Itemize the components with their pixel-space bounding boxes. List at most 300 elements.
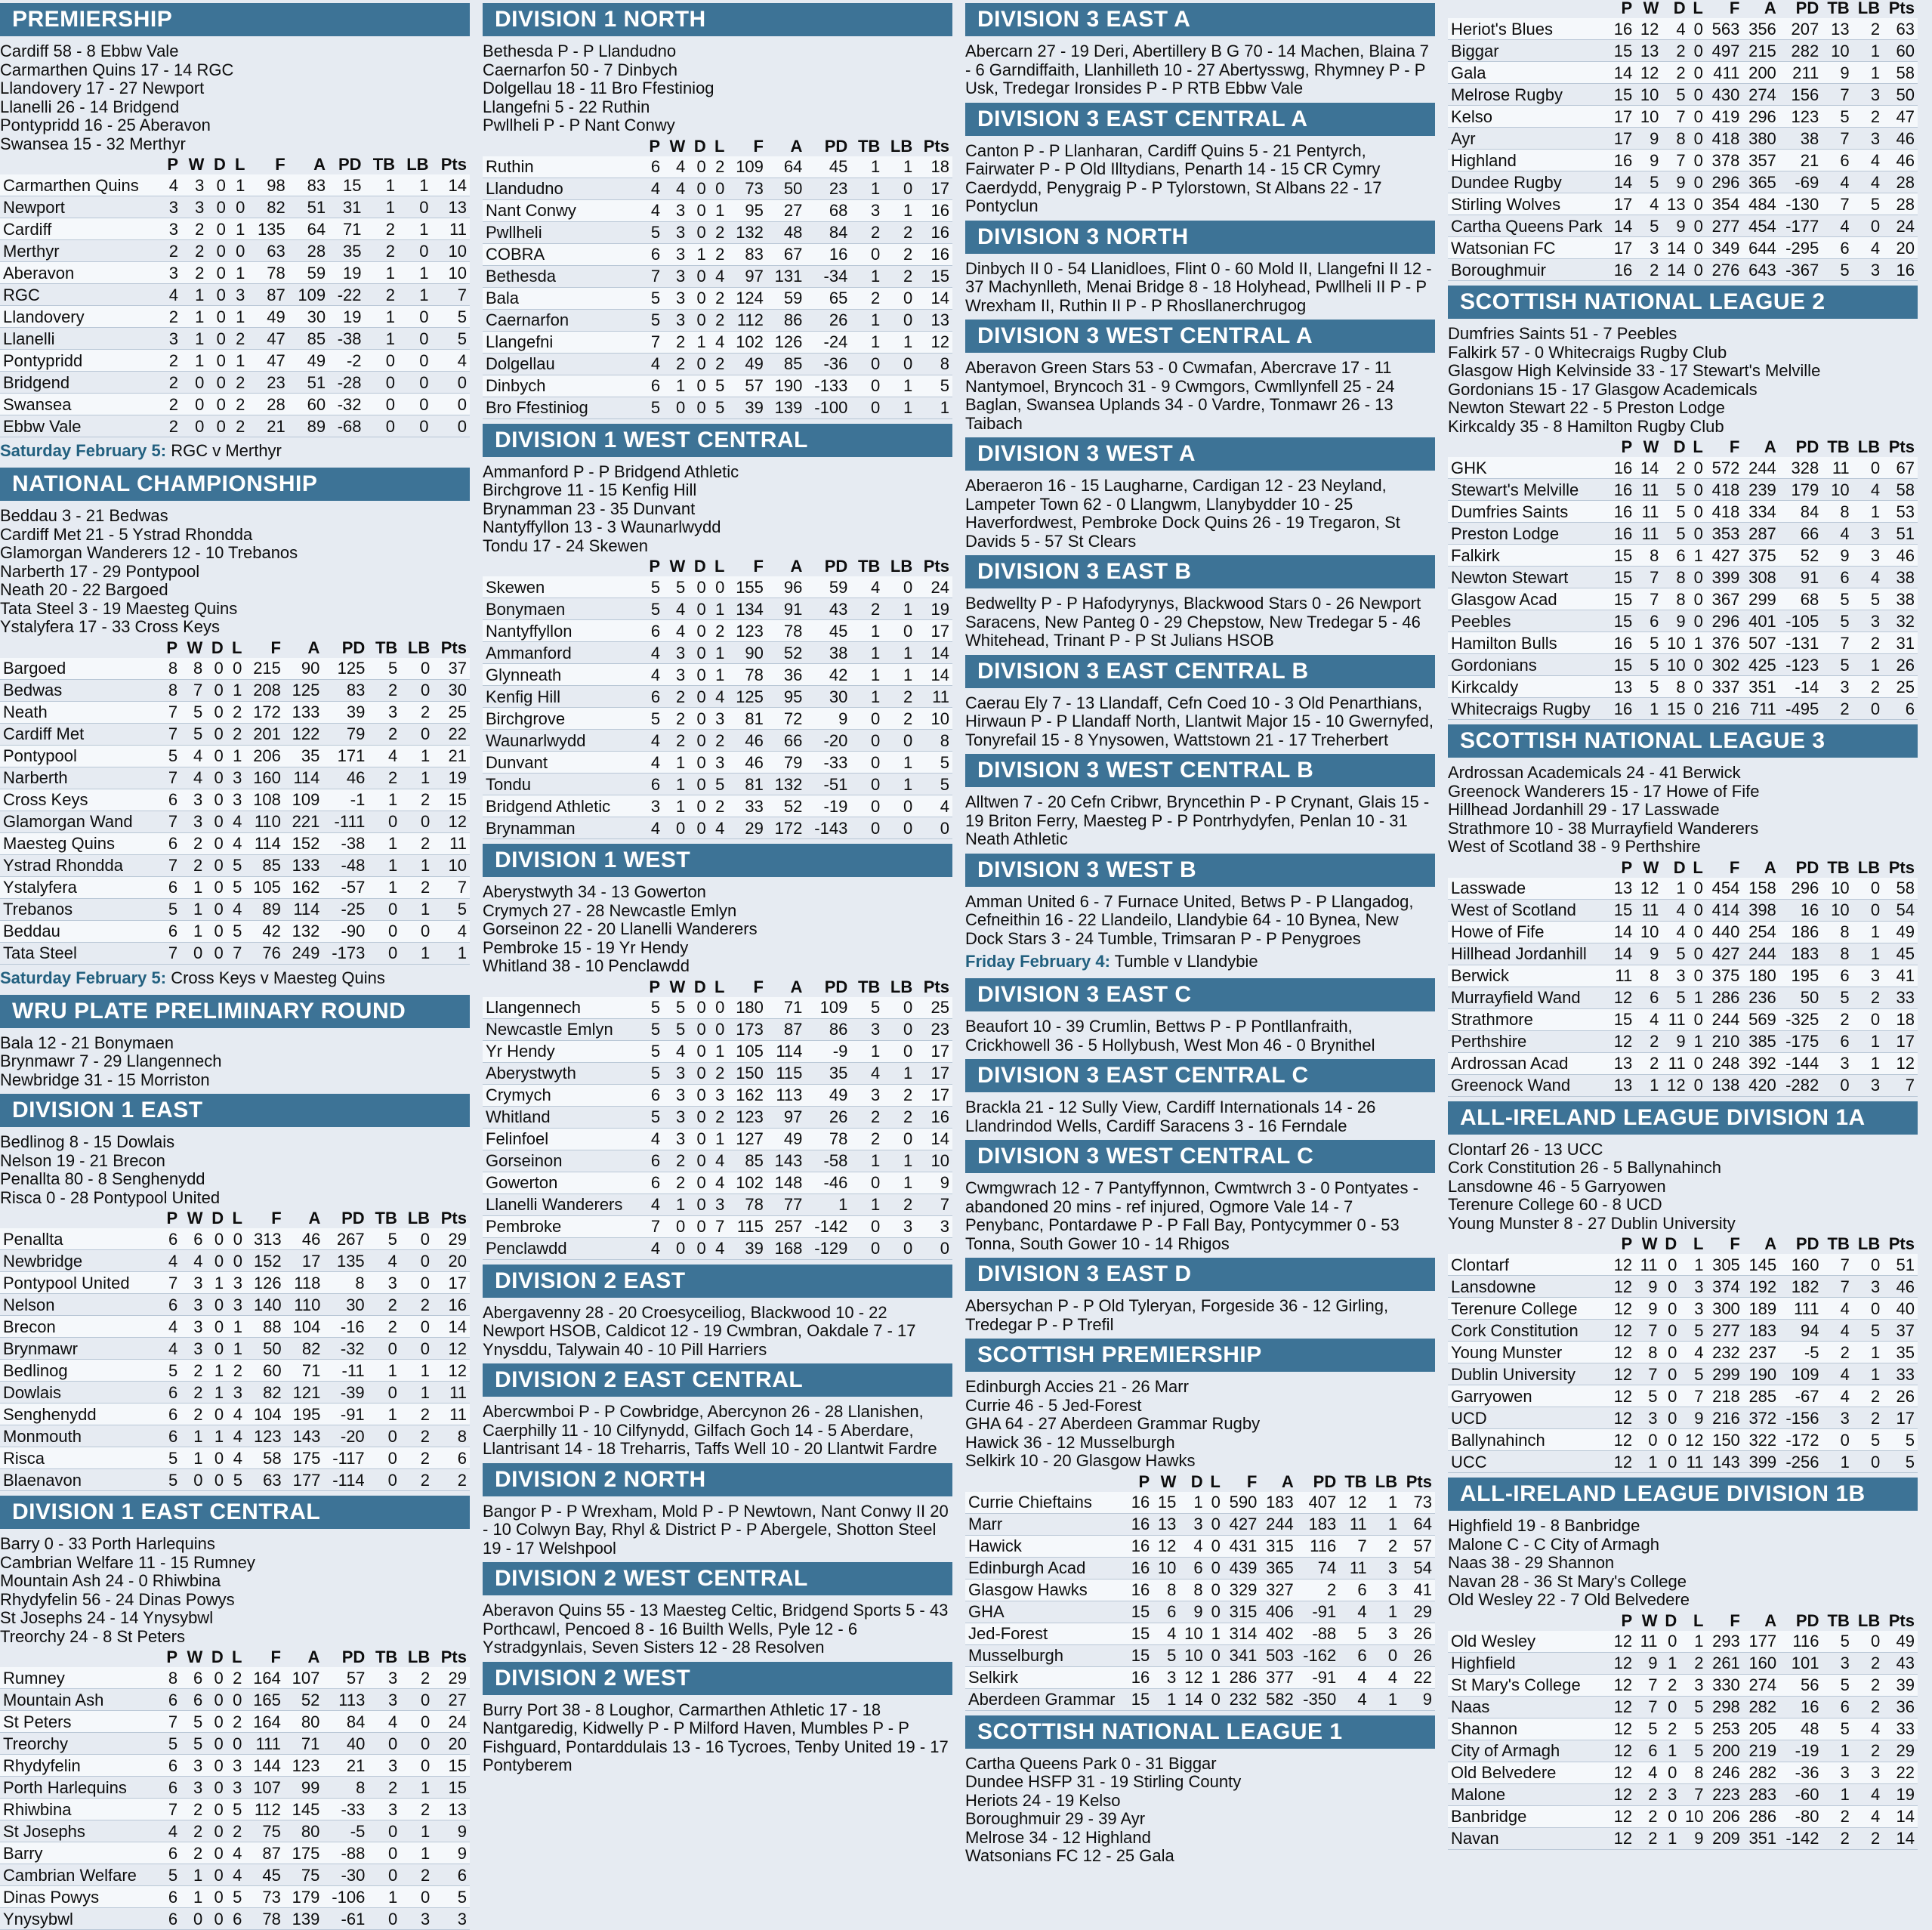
- table-row: [483, 221, 952, 243]
- team-name: Neath: [0, 701, 161, 723]
- stat-cell: 27: [433, 1689, 470, 1711]
- stat-cell: 2: [181, 240, 207, 262]
- table-row: [1448, 1254, 1918, 1276]
- stat-cell: 3: [1853, 259, 1883, 281]
- table-row: [1448, 237, 1918, 259]
- stat-cell: 14: [432, 174, 470, 196]
- stat-cell: 0: [883, 997, 915, 1019]
- stat-cell: 15: [915, 265, 952, 287]
- stat-cell: 5: [181, 723, 205, 745]
- col-header-f: F: [1730, 1610, 1740, 1630]
- stat-cell: 5: [1822, 654, 1852, 676]
- table-row: [1448, 171, 1918, 193]
- stat-cell: 1: [400, 898, 433, 920]
- stat-cell: 4: [227, 1403, 245, 1425]
- stat-cell: 3: [161, 196, 181, 218]
- stat-cell: 7: [709, 1215, 728, 1237]
- col-header-f: F: [271, 1209, 282, 1227]
- stat-cell: 145: [1743, 1254, 1779, 1276]
- stat-cell: 45: [245, 1864, 283, 1886]
- team-name: UCC: [1448, 1451, 1609, 1473]
- stat-cell: 16: [1779, 899, 1822, 921]
- stat-cell: 1: [400, 1360, 433, 1382]
- stat-cell: 14: [915, 287, 952, 309]
- league-section: [483, 424, 952, 840]
- stat-cell: 0: [850, 817, 883, 839]
- stat-cell: 1: [883, 664, 915, 686]
- stat-cell: 155: [727, 576, 766, 598]
- team-name: Beddau: [0, 920, 161, 942]
- team-name: Aberystwyth: [483, 1062, 643, 1084]
- stat-cell: 79: [767, 752, 805, 774]
- stat-cell: 8: [915, 353, 952, 375]
- stat-cell: 7: [1822, 84, 1852, 106]
- stat-cell: 183: [1743, 1320, 1779, 1342]
- stat-cell: 2: [1853, 632, 1883, 654]
- stat-cell: 22: [433, 723, 470, 745]
- stat-cell: 17: [1883, 1407, 1918, 1429]
- stat-cell: 2: [883, 243, 915, 265]
- stat-cell: 5: [1680, 1718, 1706, 1740]
- stat-cell: 1: [850, 265, 883, 287]
- col-header-w: W: [187, 1209, 203, 1227]
- result-line: Burry Port 38 - 8 Loughor, Carmarthen Athletic 17 - 18 Nantgaredig, Kidwelly P - P Milford Haven, Mumbles P - P Fishguard, Pontarddulais 13 - 16 Tycroes, Tenby United 19 - 17 Pontyberem: [483, 1700, 949, 1774]
- col-header-pd: PD: [1795, 857, 1819, 877]
- stat-cell: 35: [284, 745, 323, 767]
- stat-cell: 90: [727, 642, 766, 664]
- col-header-d: D: [213, 155, 226, 174]
- stat-cell: 19: [915, 598, 952, 620]
- team-header: [0, 638, 161, 658]
- stat-cell: 0: [688, 265, 709, 287]
- stat-cell: 64: [1400, 1513, 1435, 1535]
- table-row: [1448, 1451, 1918, 1473]
- stat-cell: 12: [1339, 1492, 1369, 1514]
- stat-cell: 6: [643, 243, 663, 265]
- stat-cell: 5: [1883, 1451, 1918, 1473]
- stat-cell: 4: [161, 1316, 181, 1338]
- stat-cell: 52: [1779, 545, 1822, 567]
- stat-cell: 6: [161, 1777, 181, 1799]
- stat-cell: 5: [181, 1711, 205, 1733]
- stat-cell: -495: [1779, 698, 1822, 720]
- league-title: DIVISION 3 WEST CENTRAL A: [965, 320, 1435, 353]
- stat-cell: 6: [161, 1689, 181, 1711]
- stat-cell: 45: [805, 620, 850, 642]
- table-header: [1448, 1611, 1918, 1631]
- stat-cell: 164: [245, 1711, 283, 1733]
- stat-cell: 14: [915, 1128, 952, 1150]
- stat-cell: 0: [883, 1237, 915, 1259]
- results-list: [965, 1179, 1435, 1253]
- stat-cell: 3: [643, 795, 663, 817]
- result-line: Navan 28 - 36 St Mary's College: [1448, 1571, 1687, 1591]
- stat-cell: 1: [365, 262, 399, 284]
- col-header-pts: Pts: [923, 136, 949, 156]
- stat-cell: 3: [1853, 1276, 1883, 1298]
- stat-cell: 12: [433, 811, 470, 832]
- col-header-lb: LB: [1857, 0, 1881, 17]
- stat-cell: 427: [1706, 545, 1742, 567]
- stat-cell: 41: [1883, 965, 1918, 987]
- stat-cell: 1: [181, 350, 207, 372]
- col-header-pd: PD: [1795, 0, 1819, 17]
- stat-cell: 12: [1609, 1827, 1635, 1849]
- stat-cell: 51: [1883, 1254, 1918, 1276]
- results-list: [965, 1755, 1435, 1866]
- stat-cell: 1: [1370, 1688, 1400, 1710]
- stat-cell: 39: [323, 701, 368, 723]
- stat-cell: 143: [285, 1425, 324, 1447]
- stat-cell: -38: [329, 328, 364, 350]
- col-header-w: W: [669, 557, 686, 576]
- stat-cell: 282: [1743, 1762, 1779, 1783]
- stat-cell: 8: [161, 658, 181, 680]
- col-header-tb: TB: [1827, 1610, 1850, 1630]
- stat-cell: 4: [663, 598, 688, 620]
- stat-cell: 5: [227, 854, 245, 876]
- stat-cell: -133: [805, 375, 850, 397]
- stat-cell: 484: [1742, 193, 1779, 215]
- stat-cell: 16: [1126, 1535, 1153, 1557]
- col-header-w: W: [669, 136, 686, 156]
- table-header: [1448, 1234, 1918, 1254]
- stat-cell: 9: [1635, 943, 1662, 965]
- stat-cell: 244: [1742, 943, 1779, 965]
- col-header-f: F: [1730, 1234, 1740, 1253]
- stat-cell: 5: [1635, 676, 1662, 698]
- stat-cell: -19: [1779, 1740, 1822, 1762]
- table-row: [483, 265, 952, 287]
- team-name: Bridgend Athletic: [483, 795, 643, 817]
- result-line: Canton P - P Llanharan, Cardiff Quins 5 - 21 Pentyrch, Fairwater P - P Old Illtydians, Penarth 14 - 15 CR Cymry Caerdydd, Penygraig P - P Tylorstown, St Albans 22 - 17 Pontyclun: [965, 141, 1382, 215]
- col-header-pts: Pts: [440, 1209, 467, 1227]
- results-list: [483, 1601, 952, 1657]
- stat-cell: 64: [289, 218, 329, 240]
- stat-cell: 5: [227, 1799, 245, 1820]
- stat-cell: 0: [688, 1172, 709, 1194]
- stat-cell: 261: [1706, 1652, 1742, 1674]
- stat-cell: 168: [767, 1237, 805, 1259]
- team-name: Llandudno: [483, 178, 643, 199]
- stat-cell: 0: [206, 1447, 227, 1469]
- team-name: Lasswade: [1448, 878, 1609, 900]
- stat-cell: 81: [727, 774, 766, 795]
- stat-cell: 0: [207, 415, 228, 437]
- stat-cell: 12: [1609, 1320, 1635, 1342]
- stat-cell: 2: [1853, 1652, 1883, 1674]
- table-row: [0, 1338, 470, 1360]
- stat-cell: 2: [709, 795, 728, 817]
- table-row: [1448, 84, 1918, 106]
- result-line: Hillhead Jordanhill 29 - 17 Lasswade: [1448, 800, 1720, 819]
- stat-cell: 497: [1706, 40, 1742, 62]
- stat-cell: 38: [1779, 128, 1822, 150]
- stat-cell: 1: [1853, 62, 1883, 84]
- stat-cell: 179: [284, 1886, 323, 1908]
- stat-cell: 5: [368, 1228, 400, 1250]
- stat-cell: 125: [284, 679, 323, 701]
- table-row: [965, 1535, 1435, 1557]
- stat-cell: 401: [1742, 610, 1779, 632]
- stat-cell: 26: [1883, 1385, 1918, 1407]
- table-row: [1448, 1320, 1918, 1342]
- result-line: Kirkcaldy 35 - 8 Hamilton Rugby Club: [1448, 416, 1724, 436]
- stat-cell: 13: [1822, 18, 1852, 40]
- stat-cell: 126: [767, 331, 805, 353]
- stat-cell: 11: [433, 1403, 470, 1425]
- table-row: [1448, 106, 1918, 128]
- result-line: Malone C - C City of Armagh: [1448, 1534, 1659, 1554]
- stat-cell: 114: [245, 832, 283, 854]
- stat-cell: 11: [432, 218, 470, 240]
- stat-cell: 8: [1662, 128, 1688, 150]
- stat-cell: 296: [1742, 106, 1779, 128]
- stat-cell: 59: [805, 576, 850, 598]
- stat-cell: 232: [1706, 1342, 1742, 1363]
- team-name: Bedwas: [0, 679, 161, 701]
- stat-cell: 12: [1609, 1363, 1635, 1385]
- stat-cell: -172: [1779, 1429, 1822, 1451]
- stat-cell: 2: [227, 1667, 245, 1689]
- stat-cell: 134: [727, 598, 766, 620]
- stat-cell: 1: [850, 620, 883, 642]
- stat-cell: 16: [1609, 501, 1635, 523]
- stat-cell: 7: [161, 767, 181, 789]
- stat-cell: 398: [1742, 899, 1779, 921]
- stat-cell: 4: [432, 350, 470, 372]
- stat-cell: 47: [248, 328, 288, 350]
- stat-cell: 4: [368, 1711, 400, 1733]
- stat-cell: 15: [1609, 588, 1635, 610]
- stat-cell: 6: [1339, 1579, 1369, 1601]
- stat-cell: 5: [1680, 1320, 1706, 1342]
- team-name: Howe of Fife: [1448, 921, 1609, 943]
- stat-cell: 35: [805, 1062, 850, 1084]
- stat-cell: 4: [643, 642, 663, 664]
- header-row: [483, 137, 952, 156]
- stat-cell: 5: [181, 701, 205, 723]
- stat-cell: 3: [915, 1215, 952, 1237]
- team-name: Dunvant: [483, 752, 643, 774]
- table-header: [0, 1647, 470, 1667]
- stat-cell: 0: [688, 156, 709, 178]
- stat-cell: 116: [1297, 1535, 1339, 1557]
- stat-cell: 4: [850, 576, 883, 598]
- stat-cell: 15: [1662, 698, 1688, 720]
- table-row: [1448, 18, 1918, 40]
- stat-cell: 9: [433, 1842, 470, 1864]
- league-section: [0, 995, 470, 1090]
- stat-cell: 5: [432, 328, 470, 350]
- stat-cell: 1: [1660, 1740, 1680, 1762]
- stat-cell: 2: [227, 1360, 245, 1382]
- col-header-pts: Pts: [1888, 1610, 1915, 1630]
- table-row: [1448, 501, 1918, 523]
- stat-cell: 4: [1179, 1535, 1205, 1557]
- table-row: [1448, 40, 1918, 62]
- team-name: Falkirk: [1448, 545, 1609, 567]
- team-name: Senghenydd: [0, 1403, 161, 1425]
- stat-cell: 6: [1339, 1644, 1369, 1666]
- stat-cell: 7: [1822, 1276, 1852, 1298]
- stat-cell: 1: [368, 1360, 400, 1382]
- stat-cell: 0: [400, 1228, 433, 1250]
- team-name: Selkirk: [965, 1666, 1126, 1688]
- stat-cell: 180: [1742, 965, 1779, 987]
- stat-cell: 2: [1635, 1827, 1660, 1849]
- stat-cell: 63: [248, 240, 288, 262]
- team-name: Cambrian Welfare: [0, 1864, 161, 1886]
- stat-cell: 2: [400, 1425, 433, 1447]
- stat-cell: 0: [850, 243, 883, 265]
- stat-cell: 15: [1609, 1008, 1635, 1030]
- stat-cell: 33: [727, 795, 766, 817]
- team-name: Clontarf: [1448, 1254, 1609, 1276]
- stat-cell: 1: [850, 664, 883, 686]
- col-header-a: A: [1281, 1471, 1294, 1491]
- stat-cell: -28: [329, 372, 364, 394]
- team-name: Glynneath: [483, 664, 643, 686]
- stat-cell: 0: [205, 920, 227, 942]
- stat-cell: 253: [1706, 1718, 1742, 1740]
- stat-cell: 5: [643, 576, 663, 598]
- stat-cell: 133: [284, 701, 323, 723]
- table-header: [483, 557, 952, 576]
- stat-cell: 0: [398, 372, 432, 394]
- team-name: Tata Steel: [0, 942, 161, 964]
- stat-cell: 12: [1609, 1696, 1635, 1718]
- stat-cell: 6: [161, 1403, 181, 1425]
- table-row: [0, 745, 470, 767]
- stat-cell: 1: [181, 1886, 205, 1908]
- team-name: Pembroke: [483, 1215, 643, 1237]
- stat-cell: 5: [433, 898, 470, 920]
- stat-cell: 16: [1126, 1579, 1153, 1601]
- stat-cell: 0: [1206, 1644, 1224, 1666]
- stat-cell: 0: [663, 397, 688, 418]
- stat-cell: 16: [915, 221, 952, 243]
- stat-cell: 113: [323, 1689, 368, 1711]
- stat-cell: 40: [1883, 1298, 1918, 1320]
- stat-cell: 98: [248, 174, 288, 196]
- stat-cell: -117: [323, 1447, 367, 1469]
- stat-cell: 6: [433, 1447, 470, 1469]
- stat-cell: -350: [1297, 1688, 1339, 1710]
- team-name: Bala: [483, 287, 643, 309]
- stat-cell: 123: [245, 1425, 285, 1447]
- stat-cell: 5: [643, 997, 663, 1019]
- stat-cell: 9: [1822, 545, 1852, 567]
- stat-cell: 112: [727, 309, 766, 331]
- stat-cell: 2: [400, 876, 433, 898]
- stat-cell: 7: [643, 1215, 663, 1237]
- stat-cell: 12: [1609, 1407, 1635, 1429]
- stat-cell: 3: [433, 1908, 470, 1930]
- table-row: [965, 1666, 1435, 1688]
- stat-cell: 58: [245, 1447, 285, 1469]
- stat-cell: 15: [1153, 1492, 1179, 1514]
- stat-cell: 12: [1179, 1666, 1205, 1688]
- stat-cell: 2: [368, 723, 400, 745]
- team-name: Nantyffyllon: [483, 620, 643, 642]
- stat-cell: 0: [365, 394, 399, 415]
- stat-cell: 5: [1853, 1320, 1883, 1342]
- team-name: City of Armagh: [1448, 1740, 1609, 1762]
- stat-cell: 4: [643, 353, 663, 375]
- table-row: [0, 1733, 470, 1755]
- stat-cell: 3: [1370, 1557, 1400, 1579]
- team-name: Ruthin: [483, 156, 643, 178]
- result-line: Beaufort 10 - 39 Crumlin, Bettws P - P Pontllanfraith, Crickhowell 36 - 5 Hollybush, West Mon 46 - 0 Brynithel: [965, 1017, 1375, 1055]
- stat-cell: 12: [1609, 1652, 1635, 1674]
- team-name: Dublin University: [1448, 1363, 1609, 1385]
- stat-cell: 17: [1609, 193, 1635, 215]
- team-name: Greenock Wand: [1448, 1074, 1609, 1096]
- table-row: [1448, 1052, 1918, 1074]
- stat-cell: 407: [1297, 1492, 1339, 1514]
- league-section: [965, 1339, 1435, 1711]
- stat-cell: 3: [663, 287, 688, 309]
- stat-cell: 140: [245, 1294, 285, 1316]
- stat-cell: 1: [368, 1403, 400, 1425]
- col-header-tb: TB: [1827, 437, 1850, 456]
- stat-cell: 0: [400, 723, 433, 745]
- table-row: [1448, 1363, 1918, 1385]
- stat-cell: 0: [400, 1755, 433, 1777]
- stat-cell: 125: [323, 658, 368, 680]
- stat-cell: 377: [1260, 1666, 1296, 1688]
- stat-cell: 12: [1635, 18, 1662, 40]
- stat-cell: 152: [284, 832, 323, 854]
- result-line: Heriots 24 - 19 Kelso: [965, 1790, 1121, 1810]
- stat-cell: 5: [915, 752, 952, 774]
- stat-cell: 4: [227, 1447, 245, 1469]
- stat-cell: 11: [1680, 1451, 1706, 1473]
- result-line: Swansea 15 - 32 Merthyr: [0, 134, 186, 153]
- result-line: Llanelli 26 - 14 Bridgend: [0, 97, 180, 116]
- result-line: Rhydyfelin 56 - 24 Dinas Powys: [0, 1589, 235, 1609]
- results-list: [0, 507, 470, 637]
- stat-cell: 2: [709, 156, 728, 178]
- stat-cell: 127: [727, 1128, 766, 1150]
- stat-cell: 341: [1224, 1644, 1260, 1666]
- stat-cell: 0: [1689, 171, 1706, 193]
- stat-cell: 2: [850, 1128, 883, 1150]
- stat-cell: 1: [663, 1194, 688, 1215]
- stat-cell: 2: [709, 287, 728, 309]
- stat-cell: 10: [915, 708, 952, 730]
- stat-cell: 12: [1609, 1762, 1635, 1783]
- stat-cell: 9: [1179, 1601, 1205, 1623]
- result-line: Treorchy 24 - 8 St Peters: [0, 1626, 185, 1646]
- stat-cell: 1: [1853, 1052, 1883, 1074]
- stat-cell: 375: [1742, 545, 1779, 567]
- stat-cell: 5: [1662, 501, 1688, 523]
- stat-cell: 7: [161, 1711, 181, 1733]
- results-list: [0, 1535, 470, 1646]
- col-header-pd: PD: [1313, 1471, 1337, 1491]
- stat-cell: 109: [1779, 1363, 1822, 1385]
- stat-cell: 53: [1883, 501, 1918, 523]
- stat-cell: 569: [1742, 1008, 1779, 1030]
- stat-cell: 282: [1779, 40, 1822, 62]
- result-line: Tata Steel 3 - 19 Maesteg Quins: [0, 598, 238, 618]
- stat-cell: 104: [245, 1403, 285, 1425]
- league-title: DIVISION 3 EAST CENTRAL C: [965, 1059, 1435, 1092]
- stat-cell: 57: [323, 1667, 368, 1689]
- team-name: Dowlais: [0, 1382, 161, 1403]
